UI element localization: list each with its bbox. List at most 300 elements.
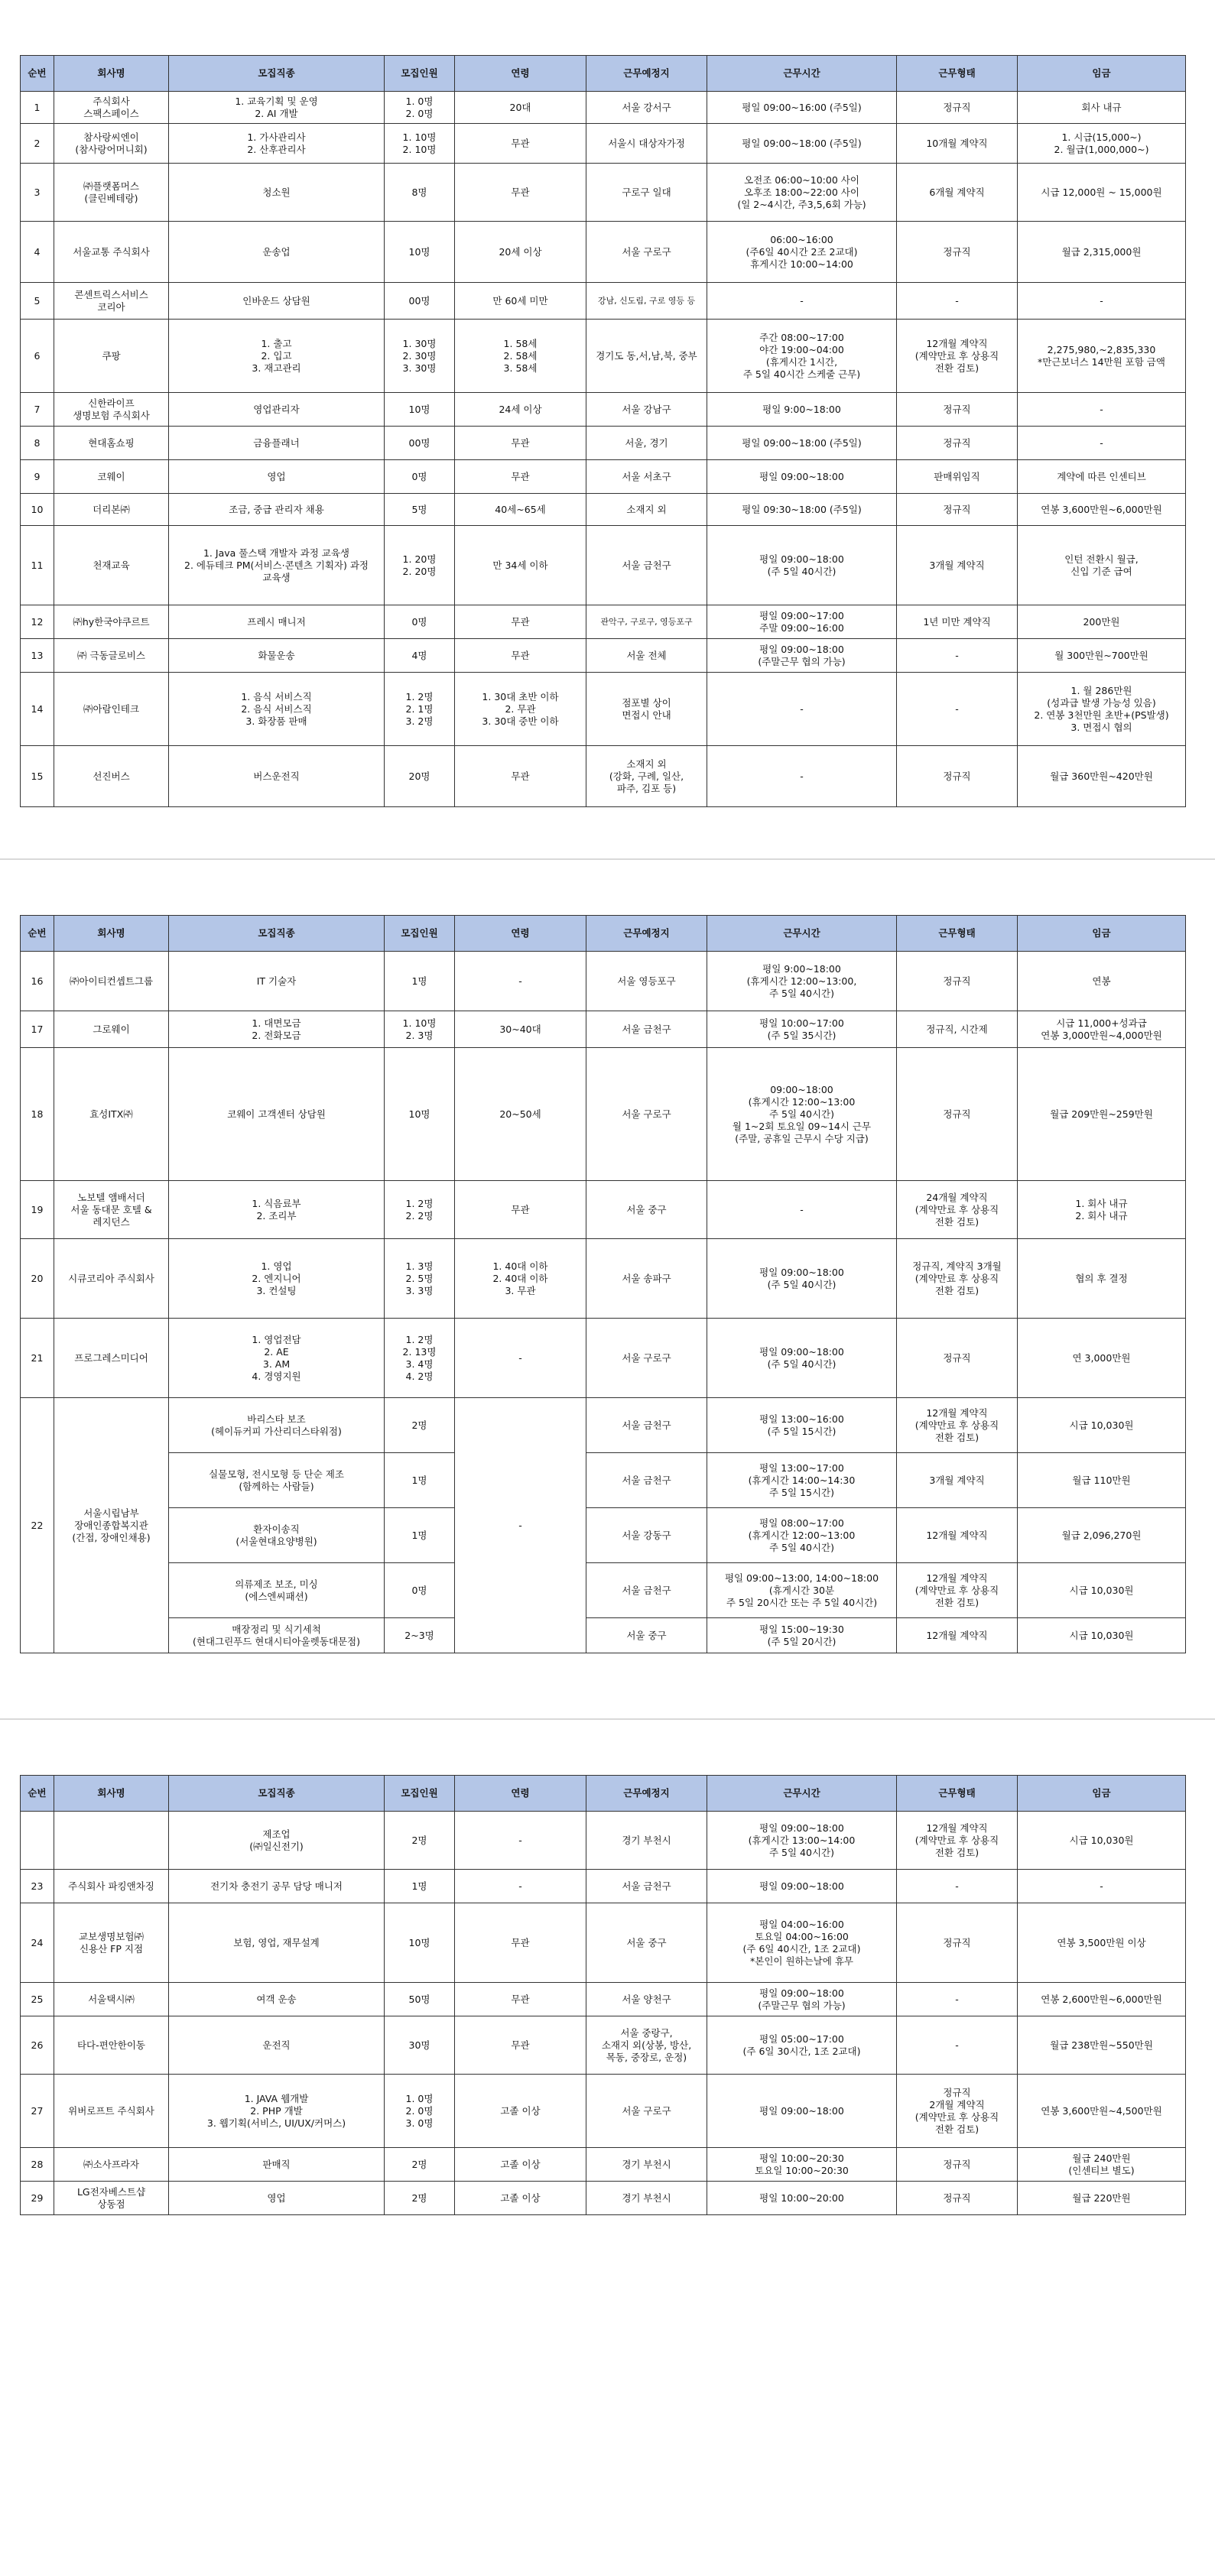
table-cell: 바리스타 보조 (헤이듀커피 가산리더스타워점) — [169, 1398, 385, 1453]
table-cell: 평일 09:00~18:00 (주말근무 협의 가능) — [707, 1983, 897, 2016]
table-cell: 평일 09:00~18:00 — [707, 2075, 897, 2148]
table-cell: 쿠팡 — [54, 320, 169, 393]
table-cell: 1. 0명 2. 0명 — [385, 92, 455, 124]
table-cell: 만 34세 이하 — [455, 526, 586, 605]
table-cell: 운송업 — [169, 222, 385, 283]
table-cell: 2명 — [385, 2148, 455, 2182]
table-cell: 1 — [21, 92, 54, 124]
column-header-employment-type: 근무형태 — [897, 56, 1018, 92]
table-cell: 제조업 (㈜일신전기) — [169, 1812, 385, 1870]
table-cell: 1. 출고 2. 입고 3. 재고관리 — [169, 320, 385, 393]
table-cell: 무관 — [455, 1181, 586, 1239]
table-cell: 200만원 — [1018, 605, 1186, 639]
table-cell: 무관 — [455, 746, 586, 807]
table-cell: 1. 시급(15,000~) 2. 월급(1,000,000~) — [1018, 124, 1186, 164]
table-cell: 평일 09:00~18:00 (주말근무 협의 가능) — [707, 639, 897, 673]
column-header-seq: 순번 — [21, 56, 54, 92]
table-cell: 00명 — [385, 427, 455, 460]
table-cell: 평일 13:00~16:00 (주 5일 15시간) — [707, 1398, 897, 1453]
table-cell: 10명 — [385, 1903, 455, 1983]
table-cell: 월급 220만원 — [1018, 2182, 1186, 2215]
table-cell: 1. 교육기획 및 운영 2. AI 개발 — [169, 92, 385, 124]
table-cell: 서울교통 주식회사 — [54, 222, 169, 283]
table-header-row — [21, 916, 1186, 952]
table-cell: 평일 09:00~13:00, 14:00~18:00 (휴게시간 30분 주 5일 20시간 또는 주 5일 40시간) — [707, 1563, 897, 1618]
table-cell: 여객 운송 — [169, 1983, 385, 2016]
table-cell: 서울, 경기 — [586, 427, 707, 460]
table-cell: 4명 — [385, 639, 455, 673]
table-cell: 구로구 일대 — [586, 164, 707, 222]
table-cell: 서울 구로구 — [586, 1048, 707, 1181]
table-cell: 12개월 계약직 — [897, 1508, 1018, 1563]
table-cell: 서울 금천구 — [586, 1011, 707, 1048]
table-cell: 2명 — [385, 2182, 455, 2215]
table-cell: 월급 238만원~550만원 — [1018, 2016, 1186, 2075]
table-row — [21, 1508, 1186, 1563]
table-cell: 평일 09:00~16:00 (주5일) — [707, 92, 897, 124]
table-cell: 정규직 — [897, 1903, 1018, 1983]
table-cell: 서울 서초구 — [586, 460, 707, 494]
table-cell: 버스운전직 — [169, 746, 385, 807]
table-cell: 연 3,000만원 — [1018, 1319, 1186, 1398]
table-cell: 1명 — [385, 1508, 455, 1563]
table-cell: LG전자베스트샵 상동점 — [54, 2182, 169, 2215]
table-cell: 1명 — [385, 952, 455, 1011]
table-cell: 20명 — [385, 746, 455, 807]
table-cell: 회사 내규 — [1018, 92, 1186, 124]
table-header-row — [21, 56, 1186, 92]
table-cell: 정규직, 시간제 — [897, 1011, 1018, 1048]
table-cell: - — [707, 1181, 897, 1239]
table-cell: 인바운드 상담원 — [169, 283, 385, 320]
table-cell: 1. Java 풀스택 개발자 과정 교육생 2. 에듀테크 PM(서비스·콘텐츠 기획자) 과정 교육생 — [169, 526, 385, 605]
table-cell: 5 — [21, 283, 54, 320]
table-row — [21, 320, 1186, 393]
column-header-company: 회사명 — [54, 916, 169, 952]
table-cell: - — [707, 283, 897, 320]
table-cell: 25 — [21, 1983, 54, 2016]
table-cell: 평일 9:00~18:00 — [707, 393, 897, 427]
table-cell: 10명 — [385, 222, 455, 283]
table-cell: 고졸 이상 — [455, 2148, 586, 2182]
table-cell: - — [897, 673, 1018, 746]
table-cell: 서울 중랑구, 소재지 외(상봉, 방산, 목동, 중장로, 운정) — [586, 2016, 707, 2075]
table-cell: 1. JAVA 웹개발 2. PHP 개발 3. 웹기획(서비스, UI/UX/커머스) — [169, 2075, 385, 2148]
table-cell: 무관 — [455, 164, 586, 222]
table-cell: 1. 40대 이하 2. 40대 이하 3. 무관 — [455, 1239, 586, 1319]
table-cell: 오전조 06:00~10:00 사이 오후조 18:00~22:00 사이 (일 2~4시간, 주3,5,6회 가능) — [707, 164, 897, 222]
table-cell: 12 — [21, 605, 54, 639]
table-cell: 서울 금천구 — [586, 1398, 707, 1453]
table-cell: 그로웨이 — [54, 1011, 169, 1048]
table-cell: 효성ITX㈜ — [54, 1048, 169, 1181]
table-cell: 서울 강남구 — [586, 393, 707, 427]
table-cell: 서울 전체 — [586, 639, 707, 673]
table-cell: 24세 이상 — [455, 393, 586, 427]
table-cell: 평일 10:00~20:30 토요일 10:00~20:30 — [707, 2148, 897, 2182]
table-cell: 1. 가사관리사 2. 산후관리사 — [169, 124, 385, 164]
table-cell: 콘센트릭스서비스 코리아 — [54, 283, 169, 320]
table-cell: 서울 중구 — [586, 1903, 707, 1983]
job-table-2 — [20, 915, 1186, 1653]
table-cell: 서울 강동구 — [586, 1508, 707, 1563]
table-cell: 1. 회사 내규 2. 회사 내규 — [1018, 1181, 1186, 1239]
table-cell: ㈜hy한국야쿠르트 — [54, 605, 169, 639]
table-cell: 영업 — [169, 460, 385, 494]
table-cell: 계약에 따른 인센티브 — [1018, 460, 1186, 494]
table-cell: 서울 구로구 — [586, 222, 707, 283]
table-cell: ㈜아람인테크 — [54, 673, 169, 746]
table-row — [21, 2016, 1186, 2075]
table-cell: 현대홈쇼핑 — [54, 427, 169, 460]
table-cell: 월급 240만원 (인센티브 별도) — [1018, 2148, 1186, 2182]
table-cell: - — [897, 1983, 1018, 2016]
table-cell: 서울 금천구 — [586, 1453, 707, 1508]
table-cell: - — [455, 1870, 586, 1903]
table-cell: 인턴 전환시 월급, 신입 기준 급여 — [1018, 526, 1186, 605]
table-cell: 시급 10,030원 — [1018, 1398, 1186, 1453]
table-cell: 서울시립남부 장애인종합복지관 (간접, 장애인채용) — [54, 1398, 169, 1653]
table-cell: 선진버스 — [54, 746, 169, 807]
table-cell: 정규직, 계약직 3개월 (계약만료 후 상용직 전환 검토) — [897, 1239, 1018, 1319]
table-cell: 서울 금천구 — [586, 1870, 707, 1903]
table-cell: 50명 — [385, 1983, 455, 2016]
table-cell: 26 — [21, 2016, 54, 2075]
table-row — [21, 427, 1186, 460]
table-cell: 코웨이 — [54, 460, 169, 494]
table-row — [21, 222, 1186, 283]
table-cell: 1. 58세 2. 58세 3. 58세 — [455, 320, 586, 393]
table-cell: - — [1018, 283, 1186, 320]
table-cell: 2,275,980,~2,835,330 *만근보너스 14만원 포함 금액 — [1018, 320, 1186, 393]
table-cell: 주식회사 스팩스페이스 — [54, 92, 169, 124]
table-cell: 정규직 — [897, 92, 1018, 124]
table-cell: 평일 09:00~18:00 (휴게시간 13:00~14:00 주 5일 40시간) — [707, 1812, 897, 1870]
table-row — [21, 1870, 1186, 1903]
table-row — [21, 1319, 1186, 1398]
table-cell: 무관 — [455, 124, 586, 164]
table-cell: 무관 — [455, 605, 586, 639]
table-cell: 천재교육 — [54, 526, 169, 605]
table-cell: 12개월 계약직 (계약만료 후 상용직 전환 검토) — [897, 1398, 1018, 1453]
table-cell: 시급 10,030원 — [1018, 1618, 1186, 1653]
table-row — [21, 2075, 1186, 2148]
column-header-job-type: 모집직종 — [169, 916, 385, 952]
table-cell: 서울택시㈜ — [54, 1983, 169, 2016]
table-cell: 5명 — [385, 494, 455, 526]
table-cell: 서울 구로구 — [586, 2075, 707, 2148]
table-cell: 운전직 — [169, 2016, 385, 2075]
table-cell: 서울시 대상자가정 — [586, 124, 707, 164]
table-cell: - — [1018, 393, 1186, 427]
table-row — [21, 952, 1186, 1011]
table-cell: 월 300만원~700만원 — [1018, 639, 1186, 673]
column-header-seq: 순번 — [21, 1776, 54, 1812]
table-cell: ㈜아이티컨셉트그룹 — [54, 952, 169, 1011]
table-cell: 연봉 2,600만원~6,000만원 — [1018, 1983, 1186, 2016]
table-cell: 영업 — [169, 2182, 385, 2215]
table-cell: 시급 10,030원 — [1018, 1812, 1186, 1870]
table-cell: 1명 — [385, 1453, 455, 1508]
table-cell: 27 — [21, 2075, 54, 2148]
table-row — [21, 460, 1186, 494]
table-cell: 1. 2명 2. 13명 3. 4명 4. 2명 — [385, 1319, 455, 1398]
table-cell: 평일 09:00~17:00 주말 09:00~16:00 — [707, 605, 897, 639]
table-cell: 1. 영업전담 2. AE 3. AM 4. 경영지원 — [169, 1319, 385, 1398]
table-cell: 24개월 계약직 (계약만료 후 상용직 전환 검토) — [897, 1181, 1018, 1239]
table-cell: 평일 09:00~18:00 (주 5일 40시간) — [707, 1239, 897, 1319]
table-cell: 무관 — [455, 1983, 586, 2016]
table-cell: 12개월 계약직 (계약만료 후 상용직 전환 검토) — [897, 320, 1018, 393]
table-cell: 평일 15:00~19:30 (주 5일 20시간) — [707, 1618, 897, 1653]
table-row — [21, 124, 1186, 164]
table-cell: 고졸 이상 — [455, 2182, 586, 2215]
table-cell: 서울 구로구 — [586, 1319, 707, 1398]
column-header-job-type: 모집직종 — [169, 56, 385, 92]
table-row — [21, 2182, 1186, 2215]
table-cell: 서울 중구 — [586, 1618, 707, 1653]
table-cell: 8명 — [385, 164, 455, 222]
table-cell: - — [897, 283, 1018, 320]
table-cell: 정규직 — [897, 952, 1018, 1011]
table-row — [21, 1812, 1186, 1870]
table-cell: 24 — [21, 1903, 54, 1983]
table-cell: 노보텔 앰배서더 서울 동대문 호텔 & 레지던스 — [54, 1181, 169, 1239]
table-cell: 소재지 외 (강화, 구례, 일산, 파주, 김포 등) — [586, 746, 707, 807]
table-cell: 20 — [21, 1239, 54, 1319]
table-cell: 코웨이 고객센터 상담원 — [169, 1048, 385, 1181]
table-cell: 교보생명보험㈜ 신용산 FP 지점 — [54, 1903, 169, 1983]
table-cell: 평일 09:30~18:00 (주5일) — [707, 494, 897, 526]
table-row — [21, 1983, 1186, 2016]
column-header-headcount: 모집인원 — [385, 56, 455, 92]
table-cell: 서울 강서구 — [586, 92, 707, 124]
table-cell: 20세 이상 — [455, 222, 586, 283]
table-row — [21, 746, 1186, 807]
table-cell: 정규직 — [897, 393, 1018, 427]
table-cell: 화물운송 — [169, 639, 385, 673]
table-row — [21, 164, 1186, 222]
table-cell: - — [455, 1319, 586, 1398]
column-header-age: 연령 — [455, 916, 586, 952]
table-cell: 판매직 — [169, 2148, 385, 2182]
table-cell: 23 — [21, 1870, 54, 1903]
table-cell: 만 60세 미만 — [455, 283, 586, 320]
table-cell: 4 — [21, 222, 54, 283]
column-header-headcount: 모집인원 — [385, 1776, 455, 1812]
table-cell: 0명 — [385, 460, 455, 494]
table-cell: 20대 — [455, 92, 586, 124]
table-cell: 판매위임직 — [897, 460, 1018, 494]
table-cell: 환자이송직 (서울현대요양병원) — [169, 1508, 385, 1563]
table-cell: 소재지 외 — [586, 494, 707, 526]
table-row — [21, 1181, 1186, 1239]
table-row — [21, 1011, 1186, 1048]
table-cell: 3개월 계약직 — [897, 526, 1018, 605]
table-cell: 무관 — [455, 460, 586, 494]
table-cell: 청소원 — [169, 164, 385, 222]
table-cell: 정규직 — [897, 2182, 1018, 2215]
table-cell: 월급 2,096,270원 — [1018, 1508, 1186, 1563]
table-row — [21, 1398, 1186, 1453]
table-cell: 무관 — [455, 2016, 586, 2075]
table-cell: 1. 2명 2. 2명 — [385, 1181, 455, 1239]
table-cell: 의류제조 보조, 미싱 (에스엔씨패션) — [169, 1563, 385, 1618]
table-cell: 평일 13:00~17:00 (휴게시간 14:00~14:30 주 5일 15시간) — [707, 1453, 897, 1508]
column-header-wage: 임금 — [1018, 916, 1186, 952]
table-cell: 9 — [21, 460, 54, 494]
table-row — [21, 1239, 1186, 1319]
column-header-location: 근무예정지 — [586, 916, 707, 952]
table-cell: 22 — [21, 1398, 54, 1653]
table-cell: 고졸 이상 — [455, 2075, 586, 2148]
table-cell: 평일 09:00~18:00 — [707, 1870, 897, 1903]
table-cell: 시급 10,030원 — [1018, 1563, 1186, 1618]
table-row — [21, 92, 1186, 124]
table-cell: 프레시 매니저 — [169, 605, 385, 639]
column-header-wage: 임금 — [1018, 56, 1186, 92]
table-row — [21, 1903, 1186, 1983]
column-header-company: 회사명 — [54, 1776, 169, 1812]
column-header-location: 근무예정지 — [586, 56, 707, 92]
table-cell: 연봉 3,500만원 이상 — [1018, 1903, 1186, 1983]
table-cell: 19 — [21, 1181, 54, 1239]
table-cell: - — [1018, 427, 1186, 460]
table-cell: 20~50세 — [455, 1048, 586, 1181]
table-cell — [21, 1812, 54, 1870]
table-cell: 월급 110만원 — [1018, 1453, 1186, 1508]
table-cell: 29 — [21, 2182, 54, 2215]
table-cell: 강남, 신도림, 구로 영등 등 — [586, 283, 707, 320]
table-cell: 연봉 — [1018, 952, 1186, 1011]
table-cell: 무관 — [455, 639, 586, 673]
table-cell: 1. 3명 2. 5명 3. 3명 — [385, 1239, 455, 1319]
table-cell: 1년 미만 계약직 — [897, 605, 1018, 639]
table-cell: 2명 — [385, 1398, 455, 1453]
column-header-headcount: 모집인원 — [385, 916, 455, 952]
table-cell: 0명 — [385, 1563, 455, 1618]
table-cell: 무관 — [455, 1903, 586, 1983]
table-cell: 평일 10:00~17:00 (주 5일 35시간) — [707, 1011, 897, 1048]
table-cell: 위버로프트 주식회사 — [54, 2075, 169, 2148]
table-cell: 경기도 동,서,남,북, 중부 — [586, 320, 707, 393]
table-cell: 12개월 계약직 (계약만료 후 상용직 전환 검토) — [897, 1563, 1018, 1618]
table-cell: 실물모형, 전시모형 등 단순 제조 (함께하는 사람들) — [169, 1453, 385, 1508]
table-cell: 서울 양천구 — [586, 1983, 707, 2016]
table-cell: 14 — [21, 673, 54, 746]
table-cell: 경기 부천시 — [586, 1812, 707, 1870]
table-cell: 09:00~18:00 (휴게시간 12:00~13:00 주 5일 40시간) 월 1~2회 토요일 09~14시 근무 (주말, 공휴일 근무시 수당 지급) — [707, 1048, 897, 1181]
table-cell: ㈜소사프라자 — [54, 2148, 169, 2182]
table-cell: 타다-편안한이동 — [54, 2016, 169, 2075]
table-cell: 1. 대면모금 2. 전화모금 — [169, 1011, 385, 1048]
table-cell: - — [707, 746, 897, 807]
table-cell: 1. 음식 서비스직 2. 음식 서비스직 3. 화장품 판매 — [169, 673, 385, 746]
table-cell: 평일 05:00~17:00 (주 6일 30시간, 1조 2교대) — [707, 2016, 897, 2075]
table-cell: 1. 2명 2. 1명 3. 2명 — [385, 673, 455, 746]
table-cell: 30명 — [385, 2016, 455, 2075]
table-cell: 무관 — [455, 427, 586, 460]
table-cell: 연봉 3,600만원~4,500만원 — [1018, 2075, 1186, 2148]
table-cell: 18 — [21, 1048, 54, 1181]
table-cell: 3개월 계약직 — [897, 1453, 1018, 1508]
table-cell: 12개월 계약직 (계약만료 후 상용직 전환 검토) — [897, 1812, 1018, 1870]
table-cell: 21 — [21, 1319, 54, 1398]
table-cell: - — [455, 1398, 586, 1653]
table-cell: 2명 — [385, 1812, 455, 1870]
table-cell: - — [707, 673, 897, 746]
table-cell: - — [1018, 1870, 1186, 1903]
table-cell: 0명 — [385, 605, 455, 639]
table-cell: 평일 09:00~18:00 (주5일) — [707, 124, 897, 164]
table-cell: - — [455, 1812, 586, 1870]
table-cell: 평일 09:00~18:00 (주5일) — [707, 427, 897, 460]
table-row — [21, 283, 1186, 320]
table-cell: 월급 360만원~420만원 — [1018, 746, 1186, 807]
table-cell: 13 — [21, 639, 54, 673]
table-header-row — [21, 1776, 1186, 1812]
table-cell: 15 — [21, 746, 54, 807]
column-header-work-hours: 근무시간 — [707, 56, 897, 92]
table-cell: 1. 20명 2. 20명 — [385, 526, 455, 605]
table-cell: 30~40대 — [455, 1011, 586, 1048]
table-cell: - — [897, 639, 1018, 673]
table-cell: 시급 12,000원 ~ 15,000원 — [1018, 164, 1186, 222]
table-cell: 평일 10:00~20:00 — [707, 2182, 897, 2215]
table-cell: 정규직 2개월 계약직 (계약만료 후 상용직 전환 검토) — [897, 2075, 1018, 2148]
table-row — [21, 605, 1186, 639]
table-row — [21, 1453, 1186, 1508]
column-header-age: 연령 — [455, 1776, 586, 1812]
table-cell: 시큐코리아 주식회사 — [54, 1239, 169, 1319]
table-cell: 2 — [21, 124, 54, 164]
table-cell: 협의 후 결정 — [1018, 1239, 1186, 1319]
table-row — [21, 673, 1186, 746]
table-cell: 11 — [21, 526, 54, 605]
table-cell: 정규직 — [897, 1048, 1018, 1181]
table-cell — [54, 1812, 169, 1870]
table-cell: 월급 209만원~259만원 — [1018, 1048, 1186, 1181]
table-cell: 서울 금천구 — [586, 1563, 707, 1618]
table-cell: 6 — [21, 320, 54, 393]
table-cell: 참사랑씨엔이 (참사랑어머니회) — [54, 124, 169, 164]
table-cell: 40세~65세 — [455, 494, 586, 526]
table-cell: IT 기술자 — [169, 952, 385, 1011]
table-cell: 조금, 중급 관리자 채용 — [169, 494, 385, 526]
table-row — [21, 2148, 1186, 2182]
table-cell: 7 — [21, 393, 54, 427]
table-cell: 정규직 — [897, 2148, 1018, 2182]
table-cell: 점포별 상이 면접시 안내 — [586, 673, 707, 746]
table-cell: 3 — [21, 164, 54, 222]
table-cell: 6개월 계약직 — [897, 164, 1018, 222]
table-cell: 프로그레스미디어 — [54, 1319, 169, 1398]
table-cell: 10 — [21, 494, 54, 526]
column-header-employment-type: 근무형태 — [897, 1776, 1018, 1812]
column-header-work-hours: 근무시간 — [707, 916, 897, 952]
column-header-seq: 순번 — [21, 916, 54, 952]
table-cell: 주식회사 파킹앤차징 — [54, 1870, 169, 1903]
table-cell: - — [897, 2016, 1018, 2075]
column-header-wage: 임금 — [1018, 1776, 1186, 1812]
table-row — [21, 1048, 1186, 1181]
table-cell: 1. 30명 2. 30명 3. 30명 — [385, 320, 455, 393]
table-cell: 정규직 — [897, 222, 1018, 283]
table-cell: 평일 08:00~17:00 (휴게시간 12:00~13:00 주 5일 40시간) — [707, 1508, 897, 1563]
table-cell: 10개월 계약직 — [897, 124, 1018, 164]
column-header-location: 근무예정지 — [586, 1776, 707, 1812]
table-cell: 서울 금천구 — [586, 526, 707, 605]
